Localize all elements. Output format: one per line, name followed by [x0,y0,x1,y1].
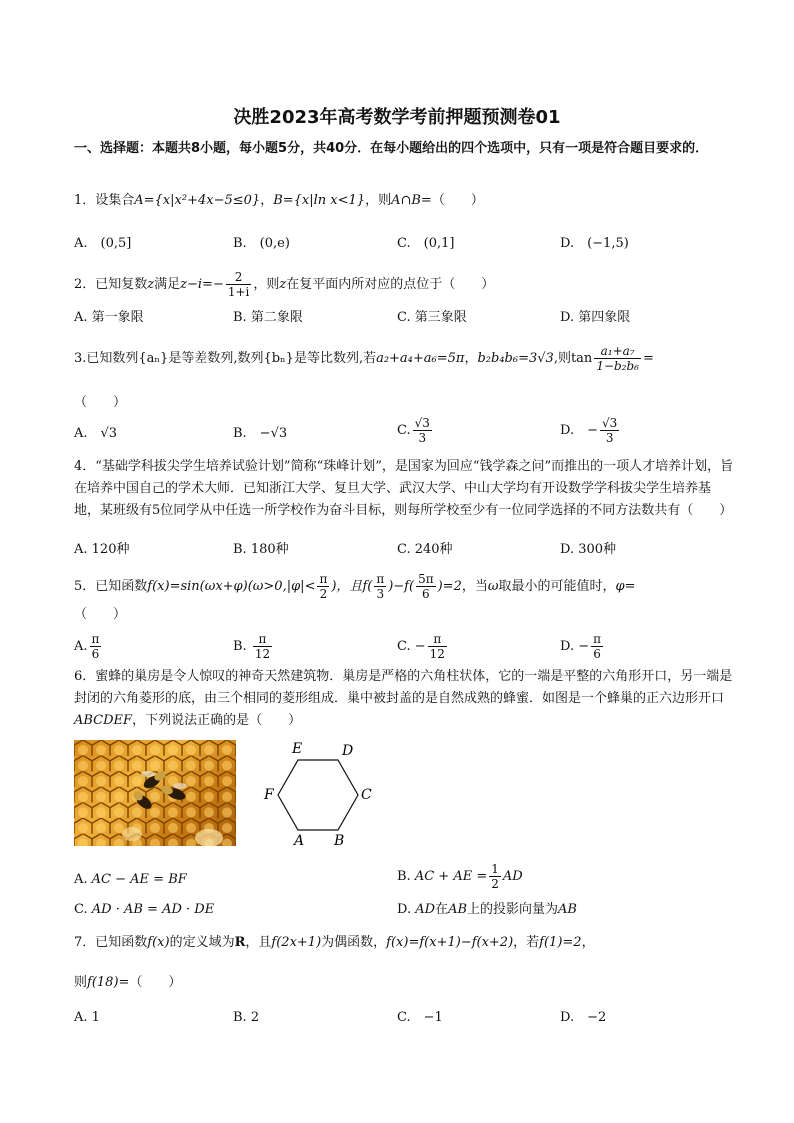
q4-option-c: C. 240种 [397,542,453,557]
q3-option-b: B. −√3 [233,426,288,441]
q3-option-c: C. $\frac{√3}{3}$ [397,416,430,445]
q7-option-b: B. 2 [233,1010,260,1025]
question-1-stem: 1．设集合A={x|x²+4x−5≤0}，B={x|ln x<1}，则A∩B=（ ） [74,193,484,208]
q6-option-a: A. AC − AE = BF [74,872,187,887]
q6-option-b: B. AC + AE = $\frac{1}{2}$ AD [397,862,523,891]
q7-option-d: D. −2 [560,1010,607,1025]
question-3-stem: 3.已知数列{aₙ}是等差数列,数列{bₙ}是等比数列,若a₂+a₄+a₆=5π，b₂b₄b₆=3√3,则tan $\frac{\text{a₁+a₇}}{\text{1−b₂b₆}}$ = [74,344,654,373]
q2-option-b: B. 第二象限 [233,310,303,325]
section-heading: 一、选择题：本题共8小题，每小题5分，共40分．在每小题给出的四个选项中，只有一项是符合题目要求的． [74,141,709,156]
page-title: 决胜2023年高考数学考前押题预测卷01 [233,107,561,128]
question-5-stem: 5．已知函数f(x)=sin(ωx+φ)(ω>0,|φ|< $\frac{\pi}{2}$ )，且f( $\frac{\pi}{3}$ )−f( $\frac{5\pi}{6}$ )=2，当ω取最小的可能值时，φ= [74,572,636,601]
question-3-brackets: （ ） [74,395,127,410]
vertex-label-e: E [292,741,303,757]
question-2-stem: 2．已知复数z满足z−i=− $\frac{2}{1+i}$ ，则z在复平面内所对应的点位于（ ） [74,270,495,299]
question-6-stem: 6．蜜蜂的巢房是令人惊叹的神奇天然建筑物．巢房是严格的六角柱状体，它的一端是平整的六角形开口，另一端是封闭的六角菱形的底，由三个相同的菱形组成．巢中被封盖的是自然成熟的蜂蜜．如图是一个蜂巢的正六边形开口ABCDEF，下列说法正确的是（ ） [74,669,733,728]
hexagon-diagram [258,735,378,850]
question-5-brackets: （ ） [74,607,127,622]
q4-option-b: B. 180种 [233,542,289,557]
q5-option-b: B. $\frac{\pi}{12}$ [233,632,271,661]
vertex-label-b: B [334,833,345,849]
vertex-label-f: F [264,787,274,803]
question-4-stem: 4．“基础学科拔尖学生培养试验计划”简称“珠峰计划”，是国家为回应“钱学森之问”而推出的一项人才培养计划，旨在培养中国自己的学术大师．已知浙江大学、复旦大学、武汉大学、中山大学均有开设数学学科拔尖学生培养基地，某班级有5位同学从中任选一所学校作为奋斗目标，则每所学校至少有一位同学选择的不同方法数共有（ ） [74,459,734,518]
q1-option-c: C. (0,1] [397,236,455,251]
q5-option-c: C. − $\frac{\pi}{12}$ [397,632,445,661]
honeycomb-pattern [74,740,236,846]
q4-option-a: A. 120种 [74,542,130,557]
question-7-stem: 7．已知函数f(x)的定义域为R，且f(2x+1)为偶函数，f(x)=f(x+1)−f(x+2)，若f(1)=2， [74,935,595,950]
q1-option-a: A. (0,5] [74,236,132,251]
vertex-label-d: D [342,743,354,759]
q7-option-a: A. 1 [74,1010,100,1025]
q2-option-a: A. 第一象限 [74,310,144,325]
question-7-stem-line2: 则f(18)=（ ） [74,975,182,990]
q6-option-d: D. AD在AB上的投影向量为AB [397,902,577,917]
q4-option-d: D. 300种 [560,542,617,557]
q5-option-d: D. − $\frac{\pi}{6}$ [560,632,602,661]
q3-fraction: $\frac{\text{a₁+a₇}}{\text{1−b₂b₆}}$ [596,344,639,373]
q1-option-b: B. (0,e) [233,236,290,251]
honeycomb-photo [74,740,236,846]
q5-option-a: A. $\frac{\pi}{6}$ [74,632,100,661]
q2-option-d: D. 第四象限 [560,310,631,325]
q1-option-d: D. (−1,5) [560,236,629,251]
q6-option-c: C. AD · AB = AD · DE [74,902,215,917]
vertex-label-c: C [361,787,372,803]
hexagon-shape [278,760,358,830]
q3-option-d: D. − $\frac{√3}{3}$ [560,416,618,445]
q3-option-a: A. √3 [74,426,118,441]
vertex-label-a: A [294,833,305,849]
q2-fraction: $\frac{2}{1+i}$ [227,270,250,299]
q7-option-c: C. −1 [397,1010,443,1025]
q2-option-c: C. 第三象限 [397,310,467,325]
